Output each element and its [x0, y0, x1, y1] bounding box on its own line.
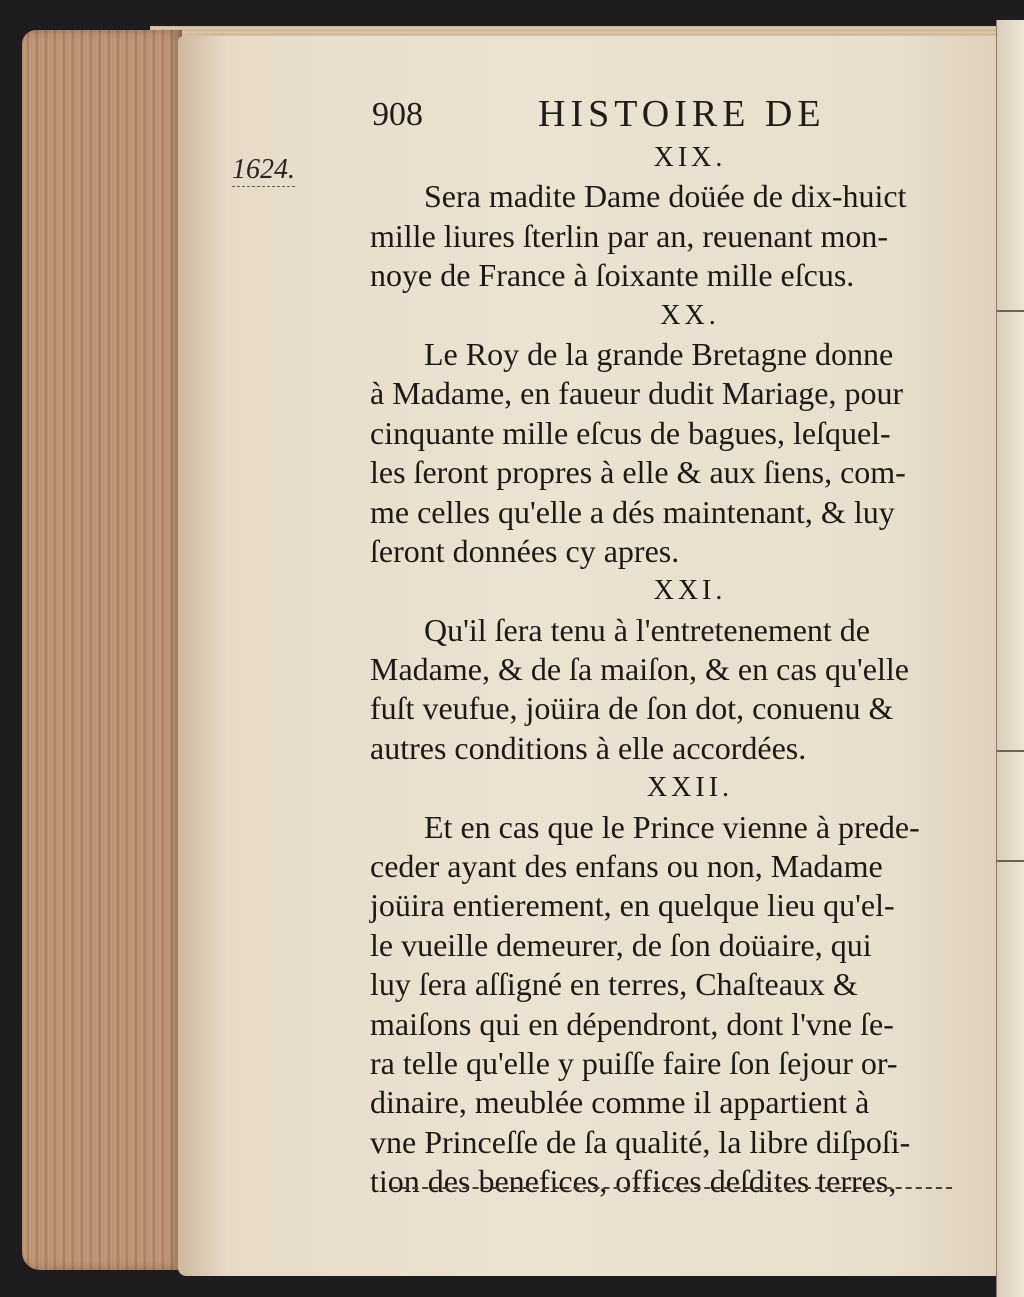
article-numeral: XIX.: [653, 142, 727, 173]
text-line: Madame, & de ſa maiſon, & en cas qu'elle: [370, 651, 909, 688]
text-line: le vueille demeurer, de ſon doüaire, qui: [370, 926, 872, 963]
page-number: 908: [372, 96, 423, 133]
text-line: Le Roy de la grande Bretagne donne: [424, 335, 894, 372]
text-line: ra telle qu'elle y puiſſe faire ſon ſejour or-: [370, 1044, 898, 1081]
text-line: dinaire, meublée comme il appartient à: [370, 1084, 870, 1121]
text-line: autres conditions à elle accordées.: [370, 729, 807, 766]
text-line: les ſeront propres à elle & aux ſiens, com-: [370, 454, 906, 491]
text-line: à Madame, en faueur dudit Mariage, pour: [370, 375, 904, 412]
text-line: luy ſera aſſigné en terres, Chaſteaux &: [370, 966, 858, 1003]
text-line: fuſt veufue, joüira de ſon dot, conuenu &: [370, 690, 894, 727]
article-numeral: XXII.: [646, 772, 734, 804]
text-line: Qu'il ſera tenu à l'entretenement de: [424, 611, 870, 648]
text-line: ceder ayant des enfans ou non, Madame: [370, 848, 883, 885]
text-block: [370, 138, 970, 1202]
text-line: ſeront données cy apres.: [370, 532, 680, 569]
text-line: maiſons qui en dépendront, dont l'vne ſe-: [370, 1005, 894, 1042]
article-numeral: XXI.: [653, 575, 727, 607]
margin-year-note: 1624.: [232, 154, 295, 185]
facing-page-rule: [997, 310, 1024, 312]
article-numeral: XX.: [660, 299, 720, 331]
text-line: mille liures ſterlin par an, reuenant mon-: [370, 217, 889, 254]
running-title: HISTOIRE DE: [538, 93, 826, 135]
facing-page-edge: [996, 20, 1024, 1297]
facing-page-rule: [997, 860, 1024, 862]
facing-page-rule: [997, 750, 1024, 752]
page-bottom-rule: [392, 1184, 952, 1189]
text-line: noye de France à ſoixante mille eſcus.: [370, 257, 855, 294]
book-fore-edge: [22, 30, 182, 1270]
text-line: me celles qu'elle a dés maintenant, & luy: [370, 493, 895, 530]
text-line: tion des benefices, offices deſdites terres,: [370, 1163, 897, 1200]
text-line: vne Princeſſe de ſa qualité, la libre diſpoſi-: [370, 1123, 911, 1160]
text-line: joüira entierement, en quelque lieu qu'el-: [370, 887, 895, 924]
text-line: cinquante mille eſcus de bagues, leſquel-: [370, 414, 891, 451]
running-head: [372, 92, 872, 142]
text-line: Sera madite Dame doüée de dix-huict: [424, 178, 907, 215]
text-line: Et en cas que le Prince vienne à prede-: [424, 808, 920, 845]
